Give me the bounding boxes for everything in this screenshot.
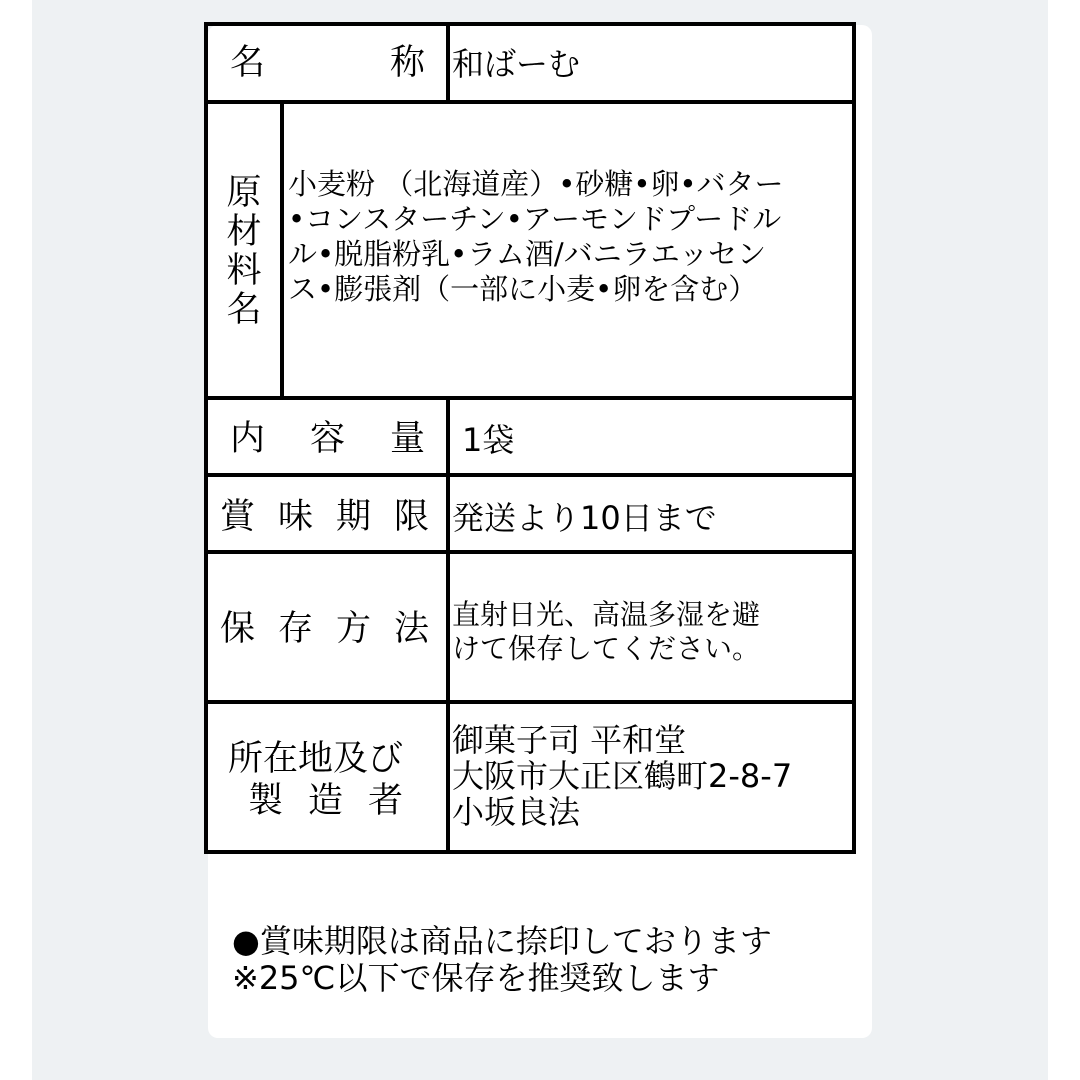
content-label-char: 量 bbox=[390, 419, 426, 459]
note-line: ※25℃以下で保存を推奨致します bbox=[232, 959, 720, 997]
column-divider bbox=[446, 26, 450, 100]
row-divider bbox=[208, 550, 852, 554]
maker-value: 御菓子司 平和堂 大阪市大正区鶴町2-8-7 小坂良法 bbox=[452, 721, 793, 831]
maker-label-char: 造 bbox=[308, 781, 344, 821]
footnotes bbox=[232, 923, 772, 997]
product-name-value: 和ばーむ bbox=[452, 45, 581, 83]
storage-label-char: 法 bbox=[394, 609, 430, 649]
maker-label-char: 者 bbox=[368, 781, 404, 821]
content-label-char: 容 bbox=[310, 419, 346, 459]
food-label-table bbox=[204, 22, 856, 854]
note-line: ●賞味期限は商品に捺印しております bbox=[232, 922, 772, 960]
expiry-value: 発送より10日まで bbox=[452, 499, 717, 537]
storage-label-char: 保 bbox=[220, 609, 256, 649]
row-divider bbox=[208, 700, 852, 704]
row-divider bbox=[208, 473, 852, 477]
content-label-char: 内 bbox=[230, 419, 266, 459]
row-divider bbox=[208, 100, 852, 104]
storage-label-char: 方 bbox=[336, 609, 372, 649]
storage-label-char: 存 bbox=[278, 609, 314, 649]
expiry-label-char: 期 bbox=[336, 497, 372, 537]
name-label-char: 称 bbox=[390, 43, 426, 83]
name-label-char: 名 bbox=[230, 43, 266, 83]
expiry-label-char: 賞 bbox=[220, 497, 256, 537]
maker-label-line1: 所在地及び bbox=[228, 739, 404, 779]
storage-value: 直射日光、高温多湿を避 けて保存してください。 bbox=[452, 598, 761, 665]
content-value: 1袋 bbox=[462, 421, 515, 459]
column-divider bbox=[446, 396, 450, 854]
maker-label-char: 製 bbox=[248, 781, 284, 821]
expiry-label-char: 味 bbox=[278, 497, 314, 537]
row-divider bbox=[208, 396, 852, 400]
ingredients-value: 小麦粉 （北海道産）•砂糖•卵•バター •コンスターチン•アーモンドプードル ル•脱脂粉乳•ラム酒/バニラエッセン ス•膨張剤（一部に小麦•卵を含む） bbox=[288, 167, 784, 306]
ingredients-label: 原 材 料 名 bbox=[226, 173, 262, 330]
column-divider bbox=[280, 100, 284, 396]
expiry-label-char: 限 bbox=[394, 497, 430, 537]
